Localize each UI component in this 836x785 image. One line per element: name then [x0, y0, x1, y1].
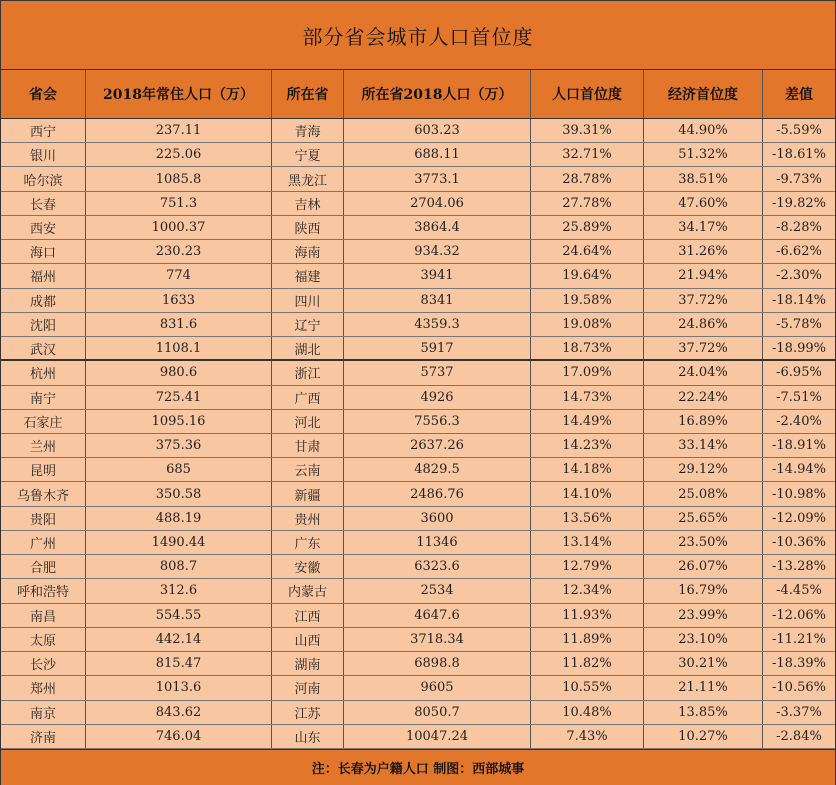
header-cell-capital-population: 2018年常住人口（万）: [86, 70, 272, 118]
cell-capital: 郑州: [1, 676, 86, 699]
cell-economic-primacy: 37.72%: [644, 289, 763, 312]
cell-economic-primacy: 34.17%: [644, 216, 763, 239]
cell-economic-primacy: 25.08%: [644, 482, 763, 505]
cell-province: 宁夏: [272, 143, 344, 166]
cell-population-primacy: 10.48%: [531, 701, 644, 724]
table-row: [1, 216, 835, 240]
cell-province-population: 3718.34: [344, 628, 531, 651]
table-row: [1, 434, 835, 458]
table-row: [1, 507, 835, 531]
cell-capital: 长春: [1, 192, 86, 215]
cell-province-population: 603.23: [344, 119, 531, 142]
cell-province-population: 6323.6: [344, 555, 531, 578]
cell-difference: -8.28%: [776, 220, 822, 236]
cell-capital-population: 751.3: [86, 192, 272, 215]
cell-capital-population: 980.6: [86, 361, 272, 384]
cell-capital-population: 1013.6: [86, 676, 272, 699]
cell-capital-population: 488.19: [86, 507, 272, 530]
cell-difference: -13.28%: [772, 559, 826, 575]
cell-capital-population: 815.47: [86, 652, 272, 675]
cell-capital: 呼和浩特: [1, 579, 86, 602]
cell-economic-primacy: 33.14%: [644, 434, 763, 457]
cell-province: 福建: [272, 264, 344, 287]
cell-province: 贵州: [272, 507, 344, 530]
cell-province: 新疆: [272, 482, 344, 505]
cell-capital-population: 685: [86, 458, 272, 481]
cell-capital: 长沙: [1, 652, 86, 675]
table-body: [1, 119, 835, 749]
cell-population-primacy: 14.10%: [531, 482, 644, 505]
cell-difference: -12.09%: [772, 510, 826, 526]
cell-province: 青海: [272, 119, 344, 142]
cell-province: 辽宁: [272, 313, 344, 336]
cell-province: 河北: [272, 410, 344, 433]
cell-economic-primacy: 47.60%: [644, 192, 763, 215]
cell-population-primacy: 25.89%: [531, 216, 644, 239]
cell-province: 广西: [272, 386, 344, 409]
cell-province: 浙江: [272, 361, 344, 384]
cell-capital-population: 1108.1: [86, 337, 272, 359]
table-row: [1, 143, 835, 167]
cell-economic-primacy: 22.24%: [644, 386, 763, 409]
cell-population-primacy: 18.73%: [531, 337, 644, 359]
cell-population-primacy: 17.09%: [531, 361, 644, 384]
cell-capital-population: 375.36: [86, 434, 272, 457]
cell-capital: 乌鲁木齐: [1, 482, 86, 505]
cell-capital-population: 225.06: [86, 143, 272, 166]
cell-capital-population: 831.6: [86, 313, 272, 336]
table-row: [1, 628, 835, 652]
table-row: [1, 531, 835, 555]
cell-province: 黑龙江: [272, 167, 344, 190]
cell-population-primacy: 39.31%: [531, 119, 644, 142]
cell-economic-primacy: 25.65%: [644, 507, 763, 530]
cell-difference: -7.51%: [776, 389, 822, 405]
cell-province: 四川: [272, 289, 344, 312]
cell-capital: 昆明: [1, 458, 86, 481]
cell-population-primacy: 7.43%: [531, 725, 644, 748]
cell-population-primacy: 32.71%: [531, 143, 644, 166]
cell-capital-population: 1095.16: [86, 410, 272, 433]
cell-capital: 西安: [1, 216, 86, 239]
cell-economic-primacy: 16.79%: [644, 579, 763, 602]
cell-capital: 哈尔滨: [1, 167, 86, 190]
cell-difference: -5.78%: [776, 316, 822, 332]
cell-difference: -6.95%: [776, 365, 822, 381]
cell-province: 海南: [272, 240, 344, 263]
cell-difference: -10.98%: [772, 486, 826, 502]
cell-economic-primacy: 23.50%: [644, 531, 763, 554]
cell-capital: 武汉: [1, 337, 86, 359]
cell-population-primacy: 11.89%: [531, 628, 644, 651]
cell-province-population: 3864.4: [344, 216, 531, 239]
cell-capital-population: 350.58: [86, 482, 272, 505]
cell-province: 江西: [272, 604, 344, 627]
table-row: [1, 410, 835, 434]
cell-province-population: 4647.6: [344, 604, 531, 627]
header-cell-capital: 省会: [1, 70, 86, 118]
cell-province-population: 8050.7: [344, 701, 531, 724]
cell-capital: 南昌: [1, 604, 86, 627]
cell-province-population: 9605: [344, 676, 531, 699]
cell-population-primacy: 14.23%: [531, 434, 644, 457]
cell-province-population: 2637.26: [344, 434, 531, 457]
cell-capital: 银川: [1, 143, 86, 166]
cell-difference: -2.30%: [776, 268, 822, 284]
cell-difference: -18.99%: [772, 340, 826, 356]
table-footnote: 注：长春为户籍人口 制图：西部城事: [1, 749, 835, 785]
cell-capital-population: 774: [86, 264, 272, 287]
cell-province: 河南: [272, 676, 344, 699]
cell-capital: 太原: [1, 628, 86, 651]
cell-province: 江苏: [272, 701, 344, 724]
cell-economic-primacy: 10.27%: [644, 725, 763, 748]
table-row: [1, 701, 835, 725]
cell-capital-population: 1085.8: [86, 167, 272, 190]
cell-difference: -19.82%: [772, 195, 826, 211]
cell-difference: -18.39%: [772, 656, 826, 672]
header-row: [1, 70, 835, 119]
cell-province-population: 6898.8: [344, 652, 531, 675]
header-cell-population-primacy: 人口首位度: [531, 70, 644, 118]
cell-capital-population: 843.62: [86, 701, 272, 724]
cell-economic-primacy: 24.04%: [644, 361, 763, 384]
cell-difference: -10.36%: [772, 535, 826, 551]
cell-difference: -14.94%: [772, 462, 826, 478]
table-row: [1, 264, 835, 288]
cell-difference: -3.37%: [776, 704, 822, 720]
cell-difference: -2.84%: [776, 728, 822, 744]
cell-province: 山西: [272, 628, 344, 651]
cell-province-population: 3941: [344, 264, 531, 287]
cell-capital-population: 312.6: [86, 579, 272, 602]
cell-province: 吉林: [272, 192, 344, 215]
cell-province-population: 688.11: [344, 143, 531, 166]
cell-province-population: 2486.76: [344, 482, 531, 505]
cell-population-primacy: 27.78%: [531, 192, 644, 215]
table-row: [1, 337, 835, 361]
cell-capital-population: 237.11: [86, 119, 272, 142]
cell-province-population: 3600: [344, 507, 531, 530]
table-row: [1, 652, 835, 676]
cell-economic-primacy: 24.86%: [644, 313, 763, 336]
cell-economic-primacy: 13.85%: [644, 701, 763, 724]
header-cell-province-population: 所在省2018人口（万）: [344, 70, 531, 118]
cell-population-primacy: 14.49%: [531, 410, 644, 433]
table-row: [1, 725, 835, 749]
cell-province: 陕西: [272, 216, 344, 239]
cell-population-primacy: 14.18%: [531, 458, 644, 481]
cell-province-population: 5917: [344, 337, 531, 359]
table-row: [1, 676, 835, 700]
cell-difference: -6.62%: [776, 244, 822, 260]
cell-population-primacy: 11.93%: [531, 604, 644, 627]
cell-economic-primacy: 31.26%: [644, 240, 763, 263]
cell-population-primacy: 13.56%: [531, 507, 644, 530]
cell-capital: 南京: [1, 701, 86, 724]
cell-economic-primacy: 30.21%: [644, 652, 763, 675]
table-row: [1, 386, 835, 410]
cell-capital: 广州: [1, 531, 86, 554]
cell-capital: 贵阳: [1, 507, 86, 530]
header-cell-province: 所在省: [272, 70, 344, 118]
cell-population-primacy: 12.34%: [531, 579, 644, 602]
cell-economic-primacy: 21.11%: [644, 676, 763, 699]
table-row: [1, 458, 835, 482]
cell-difference: -5.59%: [776, 123, 822, 139]
cell-economic-primacy: 26.07%: [644, 555, 763, 578]
cell-difference: -12.06%: [772, 607, 826, 623]
cell-province-population: 4926: [344, 386, 531, 409]
table-row: [1, 192, 835, 216]
table-row: [1, 361, 835, 385]
cell-province: 湖北: [272, 337, 344, 359]
cell-province-population: 3773.1: [344, 167, 531, 190]
cell-capital: 南宁: [1, 386, 86, 409]
cell-difference: -2.40%: [776, 413, 822, 429]
cell-province-population: 7556.3: [344, 410, 531, 433]
cell-capital-population: 746.04: [86, 725, 272, 748]
cell-population-primacy: 28.78%: [531, 167, 644, 190]
cell-capital: 石家庄: [1, 410, 86, 433]
table-row: [1, 119, 835, 143]
cell-province-population: 11346: [344, 531, 531, 554]
cell-province-population: 4829.5: [344, 458, 531, 481]
cell-capital-population: 725.41: [86, 386, 272, 409]
cell-capital: 福州: [1, 264, 86, 287]
cell-capital-population: 808.7: [86, 555, 272, 578]
cell-capital-population: 1490.44: [86, 531, 272, 554]
cell-capital: 沈阳: [1, 313, 86, 336]
cell-difference: -10.56%: [772, 680, 826, 696]
cell-economic-primacy: 37.72%: [644, 337, 763, 359]
cell-province: 内蒙古: [272, 579, 344, 602]
cell-difference: -4.45%: [776, 583, 822, 599]
cell-province: 云南: [272, 458, 344, 481]
cell-economic-primacy: 44.90%: [644, 119, 763, 142]
cell-capital: 成都: [1, 289, 86, 312]
table-row: [1, 313, 835, 337]
header-cell-difference: 差值: [785, 87, 813, 103]
cell-population-primacy: 19.08%: [531, 313, 644, 336]
cell-province-population: 5737: [344, 361, 531, 384]
cell-capital-population: 442.14: [86, 628, 272, 651]
cell-economic-primacy: 23.99%: [644, 604, 763, 627]
cell-economic-primacy: 38.51%: [644, 167, 763, 190]
cell-capital: 济南: [1, 725, 86, 748]
cell-province-population: 8341: [344, 289, 531, 312]
table-row: [1, 167, 835, 191]
cell-population-primacy: 13.14%: [531, 531, 644, 554]
cell-province: 甘肃: [272, 434, 344, 457]
cell-province-population: 2534: [344, 579, 531, 602]
cell-population-primacy: 19.64%: [531, 264, 644, 287]
cell-population-primacy: 24.64%: [531, 240, 644, 263]
cell-capital: 海口: [1, 240, 86, 263]
cell-population-primacy: 19.58%: [531, 289, 644, 312]
table-title: 部分省会城市人口首位度: [1, 1, 835, 70]
table-row: [1, 555, 835, 579]
cell-capital-population: 1633: [86, 289, 272, 312]
table-row: [1, 289, 835, 313]
cell-economic-primacy: 16.89%: [644, 410, 763, 433]
cell-economic-primacy: 51.32%: [644, 143, 763, 166]
cell-difference: -18.61%: [772, 147, 826, 163]
table-row: [1, 579, 835, 603]
cell-difference: -9.73%: [776, 171, 822, 187]
cell-difference: -11.21%: [772, 631, 826, 647]
cell-capital-population: 1000.37: [86, 216, 272, 239]
cell-population-primacy: 12.79%: [531, 555, 644, 578]
table-row: [1, 240, 835, 264]
cell-capital: 杭州: [1, 361, 86, 384]
cell-province-population: 10047.24: [344, 725, 531, 748]
cell-population-primacy: 14.73%: [531, 386, 644, 409]
cell-capital-population: 554.55: [86, 604, 272, 627]
cell-province: 湖南: [272, 652, 344, 675]
cell-province-population: 934.32: [344, 240, 531, 263]
cell-capital-population: 230.23: [86, 240, 272, 263]
table-row: [1, 482, 835, 506]
cell-economic-primacy: 23.10%: [644, 628, 763, 651]
cell-province: 山东: [272, 725, 344, 748]
cell-difference: -18.14%: [772, 292, 826, 308]
cell-capital: 合肥: [1, 555, 86, 578]
cell-population-primacy: 10.55%: [531, 676, 644, 699]
cell-population-primacy: 11.82%: [531, 652, 644, 675]
header-cell-economic-primacy: 经济首位度: [644, 70, 763, 118]
cell-province: 安徽: [272, 555, 344, 578]
cell-capital: 西宁: [1, 119, 86, 142]
cell-economic-primacy: 21.94%: [644, 264, 763, 287]
cell-province-population: 2704.06: [344, 192, 531, 215]
cell-province: 广东: [272, 531, 344, 554]
cell-province-population: 4359.3: [344, 313, 531, 336]
cell-difference: -18.91%: [772, 438, 826, 454]
table-row: [1, 604, 835, 628]
cell-capital: 兰州: [1, 434, 86, 457]
cell-economic-primacy: 29.12%: [644, 458, 763, 481]
